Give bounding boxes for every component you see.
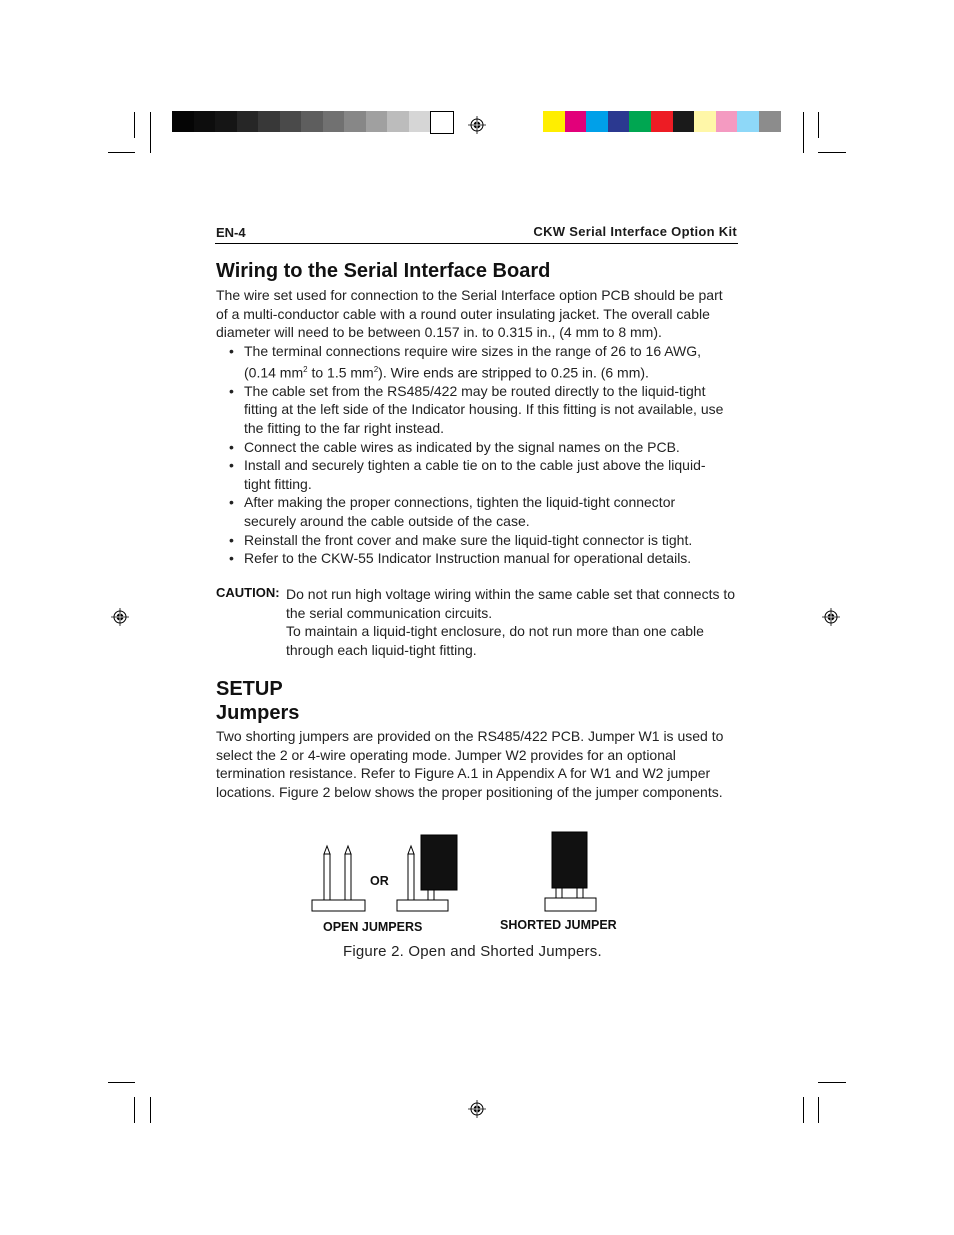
- list-item: [229, 382, 729, 438]
- grayscale-swatch: [172, 111, 194, 132]
- list-item-text: ). Wire ends are stripped to 0.25 in. (6 mm).: [378, 364, 649, 381]
- color-swatch: [629, 111, 651, 132]
- color-swatch: [694, 111, 716, 132]
- list-item: [229, 531, 729, 550]
- figure-shorted-label: SHORTED JUMPER: [500, 918, 617, 932]
- registration-target-icon: [111, 608, 129, 626]
- caution-line: Do not run high voltage wiring within the same cable set that connects to the serial communication circuits.: [286, 586, 736, 621]
- bullet-marker: •: [229, 457, 234, 474]
- registration-target-icon: [468, 116, 486, 134]
- list-item: [229, 342, 729, 382]
- grayscale-swatch: [430, 111, 454, 134]
- grayscale-swatch: [344, 111, 366, 132]
- crop-mark: [818, 112, 819, 138]
- grayscale-swatch: [280, 111, 302, 132]
- figure-or-label: OR: [370, 874, 389, 888]
- registration-target-icon: [822, 608, 840, 626]
- crop-mark: [818, 1082, 846, 1083]
- grayscale-swatch: [194, 111, 216, 132]
- grayscale-swatch: [409, 111, 431, 132]
- crop-mark: [803, 112, 804, 153]
- jumper-figure: [300, 828, 640, 918]
- wiring-bullet-list: [229, 342, 729, 568]
- crop-mark: [818, 1097, 819, 1123]
- wiring-intro-paragraph: The wire set used for connection to the Serial Interface option PCB should be part of a multi-conductor cable with a round outer insulating jacket. The overall cable diameter will need to be between 0.157 in. to 0.315 in., (4 mm to 8 mm).: [216, 287, 723, 341]
- list-item-text: The cable set from the RS485/422 may be routed directly to the liquid-tight fitting at the left side of the Indicator housing. If this fitting is not available, use the fitting to the far right instead.: [244, 382, 724, 437]
- shorted-jumper: [545, 832, 596, 911]
- grayscale-swatch: [387, 111, 409, 132]
- color-swatch: [565, 111, 587, 132]
- list-item-text: to 1.5 mm: [307, 364, 374, 381]
- crop-mark: [108, 152, 135, 153]
- section-heading-wiring: Wiring to the Serial Interface Board: [216, 260, 551, 282]
- color-swatch: [651, 111, 673, 132]
- list-item: [229, 456, 729, 493]
- list-item-text: Reinstall the front cover and make sure the liquid-tight connector is tight.: [244, 531, 693, 548]
- figure-open-label: OPEN JUMPERS: [323, 920, 423, 934]
- color-swatch: [716, 111, 738, 132]
- color-swatch: [608, 111, 630, 132]
- color-swatch: [586, 111, 608, 132]
- registration-target-icon: [468, 1100, 486, 1118]
- color-swatch: [543, 111, 565, 132]
- list-item-text: The terminal connections require wire sizes in the range of 26 to 16 AWG, (0.14 mm: [244, 343, 702, 381]
- bullet-marker: •: [229, 343, 234, 359]
- caution-line: To maintain a liquid-tight enclosure, do not run more than one cable through each liquid-tight fitting.: [286, 623, 704, 658]
- open-jumper-pins: [312, 846, 365, 911]
- list-item-text: Install and securely tighten a cable tie on to the cable just above the liquid-tight fitting.: [244, 457, 706, 492]
- crop-mark: [150, 1097, 151, 1123]
- header-rule: [215, 243, 738, 244]
- list-item-text: Connect the cable wires as indicated by the signal names on the PCB.: [244, 438, 680, 455]
- grayscale-swatch: [366, 111, 388, 132]
- crop-mark: [134, 112, 135, 138]
- section-subheading-jumpers: Jumpers: [216, 702, 300, 724]
- list-item: [229, 438, 729, 457]
- bullet-marker: •: [229, 494, 234, 511]
- list-item: [229, 549, 729, 568]
- crop-mark: [134, 1097, 135, 1123]
- running-title: CKW Serial Interface Option Kit: [533, 224, 737, 239]
- grayscale-swatch: [301, 111, 323, 132]
- grayscale-swatch: [323, 111, 345, 132]
- grayscale-swatch: [237, 111, 259, 132]
- crop-mark: [818, 152, 846, 153]
- grayscale-swatch: [258, 111, 280, 132]
- bullet-marker: •: [229, 438, 234, 455]
- color-swatch: [737, 111, 759, 132]
- superscript: 2: [373, 364, 379, 374]
- grayscale-swatch: [215, 111, 237, 132]
- crop-mark: [803, 1097, 804, 1123]
- section-heading-setup: SETUP: [216, 678, 283, 700]
- figure-caption: Figure 2. Open and Shorted Jumpers.: [343, 943, 602, 960]
- caution-text: [286, 585, 738, 659]
- jumpers-paragraph: Two shorting jumpers are provided on the RS485/422 PCB. Jumper W1 is used to select the 2 or 4-wire operating mode. Jumper W2 provides for an optional termination resistance. Refer to Figure A.1 in Appendix A for W1 and W2 jumper locations. Figure 2 below shows the proper positioning of the jumper components.: [216, 728, 724, 800]
- bullet-marker: •: [229, 382, 234, 399]
- color-swatch: [673, 111, 695, 132]
- crop-mark: [150, 112, 151, 153]
- bullet-marker: •: [229, 550, 234, 567]
- bullet-marker: •: [229, 531, 234, 548]
- crop-mark: [108, 1082, 135, 1083]
- open-jumper-parked: [397, 835, 457, 911]
- list-item-text: Refer to the CKW-55 Indicator Instruction manual for operational details.: [244, 550, 692, 567]
- caution-label: CAUTION:: [216, 585, 280, 600]
- page-number: EN-4: [216, 225, 246, 240]
- superscript: 2: [303, 364, 308, 374]
- color-swatch: [759, 111, 781, 132]
- list-item-text: After making the proper connections, tighten the liquid-tight connector securely around the cable outside of the case.: [244, 494, 676, 529]
- list-item: [229, 493, 729, 530]
